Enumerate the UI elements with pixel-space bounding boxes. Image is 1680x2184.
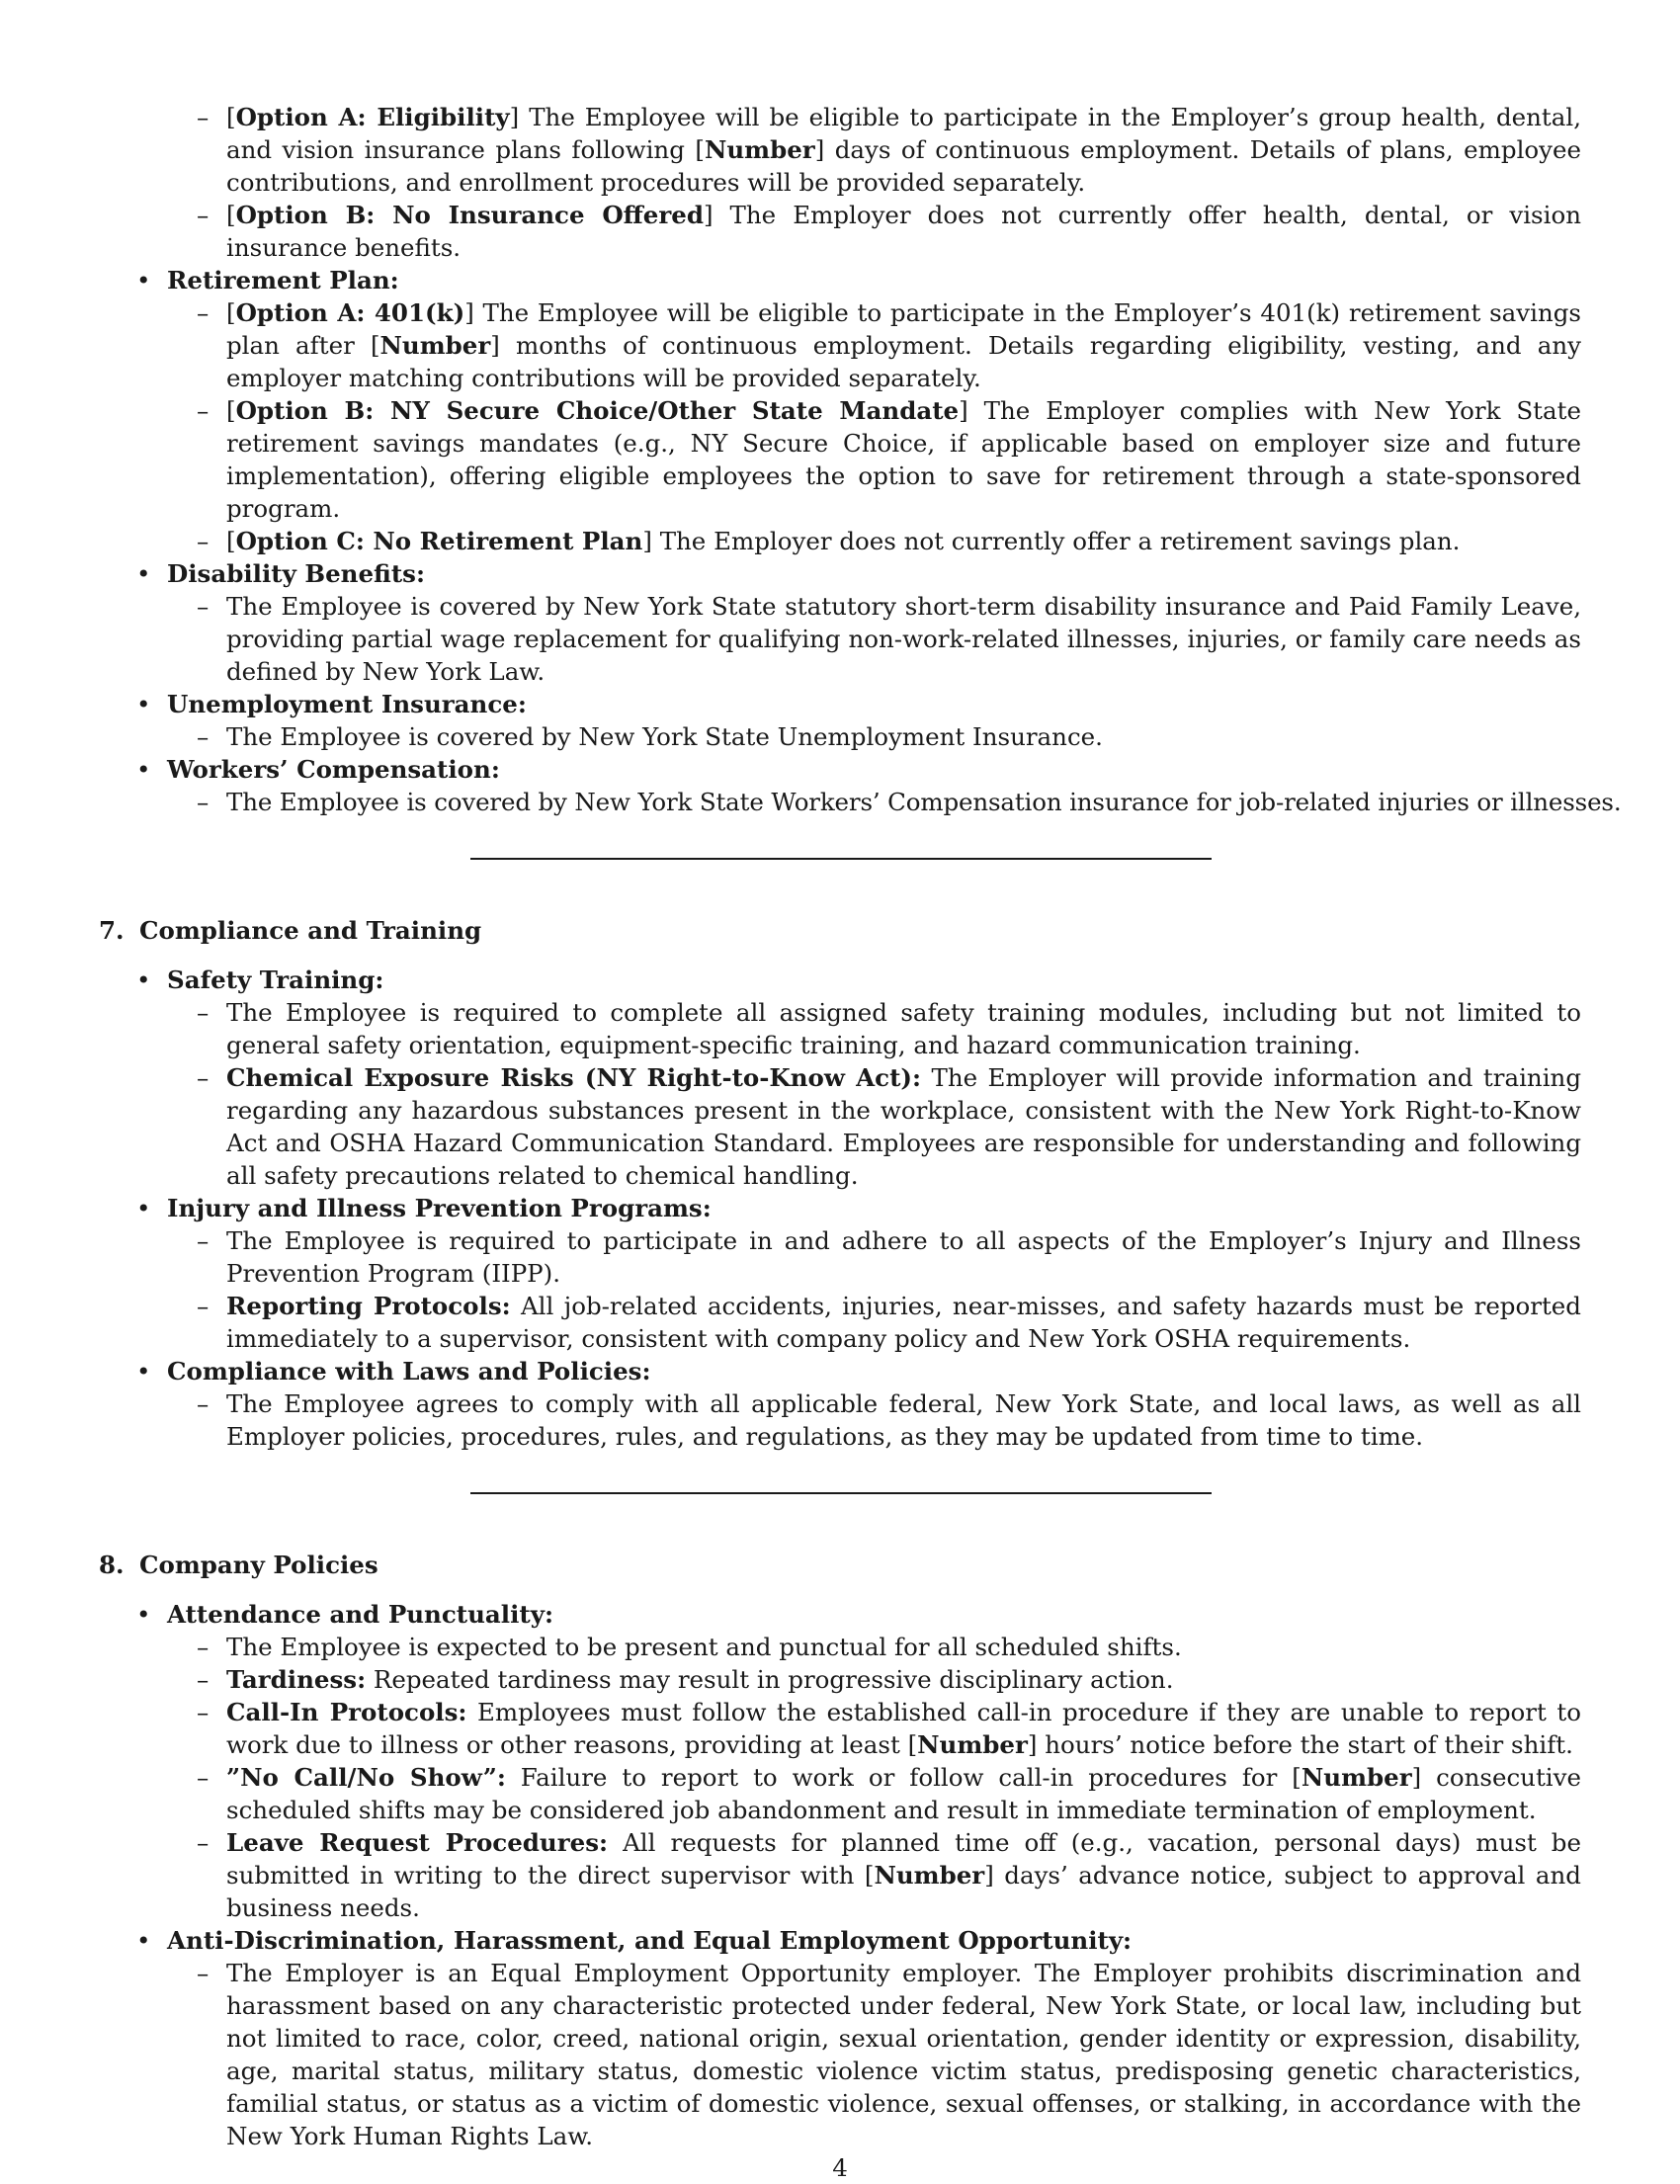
benefits-workers-comp — [99, 753, 1622, 818]
bullet-heading: Compliance with Laws and Policies: — [167, 1357, 651, 1386]
section-heading-compliance: 7. Compliance and Training — [99, 916, 482, 945]
policies-eeo — [99, 1924, 1581, 2152]
list-item: – The Employer is an Equal Employment Opportunity employer. The Employer prohibits discrimination and harassment based on any characteristic protected under federal, New York State, or local law, including but not limited to race, color, creed, national origin, sexual orientation, gender identity or expression, disability, age, marital status, military status, domestic violence victim status, predisposing genetic characteristics, familial status, or status as a victim of domestic violence, sexual offenses, or stalking, in accordance with the New York Human Rights Law. — [99, 1957, 1581, 2152]
compliance-list — [99, 964, 1581, 1453]
list-item: – Reporting Protocols: All job-related accidents, injuries, near-misses, and safety hazards must be reported immediately to a supervisor, consistent with company policy and New York OSHA requirements. — [99, 1290, 1581, 1355]
list-item: – [Option A: Eligibility] The Employee will be eligible to participate in the Employer’s group health, dental, and vision insurance plans following [Number] days of continuous employment. Details of plans, employee contributions, and enrollment procedures will be provided separately. — [99, 101, 1581, 199]
list-item: – The Employee is covered by New York State Workers’ Compensation insurance for job-related injuries or illnesses. — [99, 786, 1581, 818]
bullet-heading: Retirement Plan: — [167, 266, 399, 294]
compliance-injury-prevention — [99, 1192, 1581, 1355]
benefits-health-continuation — [99, 101, 1581, 264]
list-item: – The Employee is required to complete all assigned safety training modules, including but not limited to general safety orientation, equipment-specific training, and hazard communication training. — [99, 996, 1581, 1061]
page-content — [99, 101, 1622, 2152]
list-item: – The Employee agrees to comply with all applicable federal, New York State, and local laws, as well as all Employer policies, procedures, rules, and regulations, as they may be updated from time to time. — [99, 1387, 1581, 1453]
bullet-heading: Anti-Discrimination, Harassment, and Equal Employment Opportunity: — [167, 1926, 1133, 1955]
benefits-disability — [99, 557, 1581, 688]
list-item: – Tardiness: Repeated tardiness may result in progressive disciplinary action. — [99, 1663, 1581, 1696]
list-item: – Call-In Protocols: Employees must follow the established call-in procedure if they are unable to report to work due to illness or other reasons, providing at least [Number] hours’ notice before the start of their shift. — [99, 1696, 1581, 1761]
list-item: – [Option B: NY Secure Choice/Other State Mandate] The Employer complies with New York State retirement savings mandates (e.g., NY Secure Choice, if applicable based on employer size and future implementation), offering eligible employees the option to save for retirement through a state-sponsored program. — [99, 394, 1581, 525]
compliance-safety-training — [99, 964, 1581, 1192]
section-heading-company-policies: 8. Company Policies — [99, 1551, 378, 1579]
page-number: 4 — [832, 2153, 848, 2182]
list-item: – The Employee is covered by New York State statutory short-term disability insurance and Paid Family Leave, providing partial wage replacement for qualifying non-work-related illnesses, injuries, or family care needs as defined by New York Law. — [99, 590, 1581, 688]
bullet-heading: Injury and Illness Prevention Programs: — [167, 1194, 712, 1222]
list-item: – The Employee is covered by New York State Unemployment Insurance. — [99, 720, 1581, 753]
policies-list — [99, 1598, 1581, 2152]
list-item: – The Employee is required to participate in and adhere to all aspects of the Employer’s Injury and Illness Prevention Program (IIPP). — [99, 1224, 1581, 1290]
bullet-heading: Attendance and Punctuality: — [167, 1600, 553, 1629]
list-item: – ”No Call/No Show”: Failure to report to work or follow call-in procedures for [Number] consecutive scheduled shifts may be considered job abandonment and result in immediate termination of employment. — [99, 1761, 1581, 1826]
benefits-retirement — [99, 264, 1581, 557]
list-item: – Chemical Exposure Risks (NY Right-to-Know Act): The Employer will provide information and training regarding any hazardous substances present in the workplace, consistent with the New York Right-to-Know Act and OSHA Hazard Communication Standard. Employees are responsible for understanding and following all safety precautions related to chemical handling. — [99, 1061, 1581, 1192]
list-item: – Leave Request Procedures: All requests for planned time off (e.g., vacation, personal days) must be submitted in writing to the direct supervisor with [Number] days’ advance notice, subject to approval and business needs. — [99, 1826, 1581, 1924]
bullet-heading: Workers’ Compensation: — [167, 755, 500, 784]
benefits-list — [99, 101, 1622, 818]
bullet-heading: Disability Benefits: — [167, 559, 426, 588]
benefits-unemployment — [99, 688, 1581, 753]
policies-attendance — [99, 1598, 1581, 1924]
bullet-heading: Unemployment Insurance: — [167, 690, 527, 718]
compliance-laws-policies — [99, 1355, 1581, 1453]
list-item: – [Option C: No Retirement Plan] The Employer does not currently offer a retirement savings plan. — [99, 525, 1581, 557]
list-item: – [Option B: No Insurance Offered] The Employer does not currently offer health, dental, or vision insurance benefits. — [99, 199, 1581, 264]
list-item: – [Option A: 401(k)] The Employee will be eligible to participate in the Employer’s 401(k) retirement savings plan after [Number] months of continuous employment. Details regarding eligibility, vesting, and any employer matching contributions will be provided separately. — [99, 296, 1581, 394]
bullet-heading: Safety Training: — [167, 966, 384, 994]
list-item: – The Employee is expected to be present and punctual for all scheduled shifts. — [99, 1631, 1581, 1663]
